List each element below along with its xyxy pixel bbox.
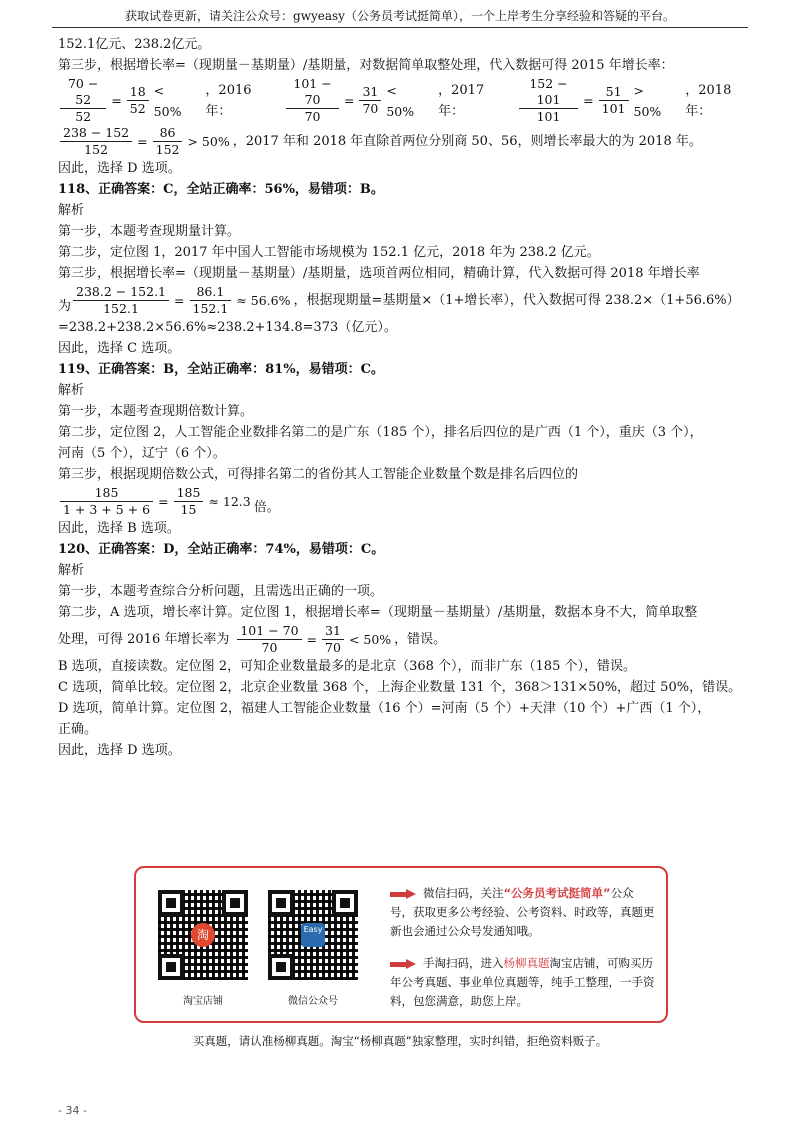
q119-title: 119、正确答案：B，全站正确率：81%，易错项：C。 [58, 362, 384, 377]
q120-step1: 第一步，本题考查综合分析问题，且需选出正确的一项。 [58, 584, 384, 599]
fraction: $\frac{185}{1 + 3 + 5 + 6}$ [60, 485, 153, 518]
q117-line1: 152.1亿元、238.2亿元。 [58, 37, 211, 52]
q118-title: 118、正确答案：C，全站正确率：56%，易错项：B。 [58, 182, 384, 197]
q120-option-d: D 选项，简单计算。定位图 2，福建人工智能企业数量（16 个）=河南（5 个）+天津（10 个）+广西（1 个）， [58, 701, 711, 716]
fraction: $\frac{185}{15}$ [174, 485, 204, 518]
header-text: 获取试卷更新，请关注公众号：gwyeasy（公务员考试挺简单），一个上岸考生分享经验和答疑的平台。 [125, 9, 675, 23]
q119-step2b: 河南（5 个），辽宁（6 个）。 [58, 446, 226, 461]
header-divider [52, 27, 748, 28]
q118-step3-last: =238.2+238.2×56.6%≈238.2+134.8=373（亿元）。 [58, 320, 397, 335]
q118-conclusion: 因此，选择 C 选项。 [58, 341, 181, 356]
q117-formula-row2: $\frac{238 - 152}{152}$ = $\frac{86}{152}$ > 50% ，2017 年和 2018 年直除首两位分别商 50、56，则增长率最大的为 2018 年。 [58, 125, 748, 158]
q119-analysis-label: 解析 [58, 383, 85, 398]
wechat-promo-text: 微信扫码，关注“公务员考试挺简单”公众号，获取更多公考经验、公考资料、时政等，真题更新也会通过公众号发通知哦。 [390, 886, 655, 938]
fraction: $\frac{86.1}{152.1}$ [190, 284, 232, 317]
q118-step2: 第二步，定位图 1，2017 年中国人工智能市场规模为 152.1 亿元，2018 年为 238.2 亿元。 [58, 245, 600, 260]
q117-formula-row1: $\frac{70 - 52}{52}$ = $\frac{18}{52}$ < 50% ，2016 年： $\frac{101 - 70}{70}$ = $\frac{31}{70}$ < 50% ，2017 年： $\frac{152 - 101}{101}$ = $\frac{51}{101}$ > 50% ，2018 年： [58, 76, 748, 125]
fraction: $\frac{51}{101}$ [599, 84, 629, 117]
red-arrow-icon [390, 959, 420, 969]
taobao-qr-caption: 淘宝店铺 [183, 996, 223, 1007]
answer-content [58, 34, 748, 761]
q119-formula-row: $\frac{185}{1 + 3 + 5 + 6}$ = $\frac{185}{15}$ ≈ 12.3 倍。 [58, 485, 748, 518]
fraction: $\frac{31}{70}$ [359, 84, 381, 117]
red-arrow-icon [390, 889, 420, 899]
q120-option-d-cont: 正确。 [58, 722, 98, 737]
wechat-account-name: “公务员考试挺简单” [503, 886, 611, 900]
q120-analysis-label: 解析 [58, 563, 85, 578]
q120-conclusion: 因此，选择 D 选项。 [58, 743, 181, 758]
footer-note: 买真题，请认准杨柳真题。淘宝“杨柳真题”独家整理，实时纠错，拒绝资料贩子。 [192, 1034, 608, 1048]
fraction: $\frac{152 - 101}{101}$ [519, 76, 578, 125]
wechat-qr-caption: 微信公众号 [288, 996, 338, 1007]
fraction: $\frac{238 - 152}{152}$ [60, 125, 132, 158]
fraction: $\frac{101 - 70}{70}$ [286, 76, 339, 125]
wechat-logo-icon: Easy [301, 923, 325, 947]
q119-step3: 第三步，根据现期倍数公式，可得排名第二的省份其人工智能企业数量个数是排名后四位的 [58, 467, 579, 482]
q120-option-b: B 选项，直接读数。定位图 2，可知企业数量最多的是北京（368 个），而非广东（185 个），错误。 [58, 659, 636, 674]
page-number: - 34 - [58, 1104, 87, 1117]
q119-conclusion: 因此，选择 B 选项。 [58, 521, 180, 536]
q120-formula-row: 处理，可得 2016 年增长率为 $\frac{101 - 70}{70}$ = $\frac{31}{70}$ < 50% ，错误。 [58, 623, 447, 655]
fraction: $\frac{238.2 - 152.1}{152.1}$ [73, 284, 169, 317]
q118-step3: 第三步，根据增长率=（现期量－基期量）/基期量，选项首两位相同，精确计算，代入数据可得 2018 年增长率 [58, 266, 700, 281]
q118-formula-row: 为 $\frac{238.2 - 152.1}{152.1}$ = $\frac{86.1}{152.1}$ ≈ 56.6% ，根据现期量=基期量×（1+增长率），代入数据可得 238.2×（1+56.6%） [58, 284, 740, 316]
q117-conclusion: 因此，选择 D 选项。 [58, 161, 181, 176]
q120-title: 120、正确答案：D，全站正确率：74%，易错项：C。 [58, 542, 385, 557]
q120-step2: 第二步，A 选项，增长率计算。定位图 1，根据增长率=（现期量－基期量）/基期量，数据本身不大，简单取整 [58, 605, 698, 620]
q117-step3: 第三步，根据增长率=（现期量－基期量）/基期量，对数据简单取整处理，代入数据可得 2015 年增长率： [58, 58, 674, 73]
wechat-qr-code[interactable] [268, 890, 358, 980]
taobao-logo-icon: 淘 [191, 923, 215, 947]
q118-analysis-label: 解析 [58, 203, 85, 218]
fraction: $\frac{86}{152}$ [153, 125, 183, 158]
taobao-shop-name: 杨柳真题 [503, 956, 550, 970]
fraction: $\frac{101 - 70}{70}$ [237, 623, 301, 656]
fraction: $\frac{70 - 52}{52}$ [60, 76, 106, 125]
promo-box [134, 866, 668, 1023]
taobao-promo-text: 手淘扫码，进入杨柳真题淘宝店铺，可购买历年公考真题、事业单位真题等，纯手工整理，一手资料，包您满意，助您上岸。 [390, 956, 655, 1008]
q119-step2: 第二步，定位图 2，人工智能企业数排名第二的是广东（185 个），排名后四位的是广西（1 个），重庆（3 个）， [58, 425, 703, 440]
q118-step1: 第一步，本题考查现期量计算。 [58, 224, 241, 239]
page-header [0, 0, 800, 30]
q119-step1: 第一步，本题考查现期倍数计算。 [58, 404, 254, 419]
taobao-qr-code[interactable] [158, 890, 248, 980]
fraction: $\frac{31}{70}$ [322, 623, 344, 656]
q120-option-c: C 选项，简单比较。定位图 2，北京企业数量 368 个，上海企业数量 131 个，368＞131×50%，超过 50%，错误。 [58, 680, 742, 695]
fraction: $\frac{18}{52}$ [127, 84, 149, 117]
